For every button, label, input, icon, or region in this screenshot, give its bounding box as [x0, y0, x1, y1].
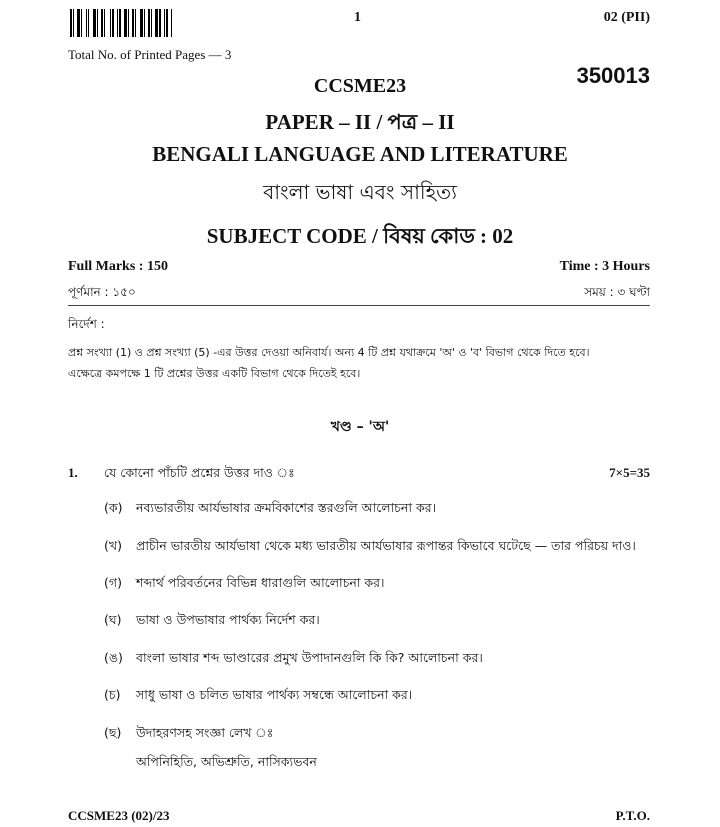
sub-question	[104, 687, 412, 707]
subject-code: SUBJECT CODE / বিষয় কোড : 02	[206, 224, 514, 248]
sub-question-label: (ক)	[104, 500, 123, 515]
subject-bengali: বাংলা ভাষা এবং সাহিত্য	[263, 180, 457, 204]
subject-english: BENGALI LANGUAGE AND LITERATURE	[152, 142, 568, 166]
question-marks: 7×5=35	[609, 465, 650, 480]
sub-question	[104, 538, 636, 558]
sub-question	[104, 500, 436, 520]
course-code: CCSME23	[313, 75, 407, 97]
sub-question-label: (খ)	[104, 538, 122, 553]
time: Time : 3 Hours	[559, 259, 650, 274]
sub-question-text: উদাহরণসহ সংজ্ঞা লেখ ঃ	[136, 725, 274, 740]
paper-title: PAPER – II / পত্র – II	[265, 110, 455, 134]
sub-question-text: সাধু ভাষা ও চলিত ভাষার পার্থক্য সম্বন্ধে আলোচনা কর।	[136, 687, 413, 702]
divider	[68, 305, 650, 306]
section-title: খণ্ড – 'অ'	[330, 419, 390, 435]
sub-question-text: ভাষা ও উপভাষার পার্থক্য নির্দেশ কর।	[136, 612, 320, 627]
sub-question-label: (ঙ)	[104, 650, 123, 665]
sub-question	[104, 575, 385, 595]
sub-question-text: নব্যভারতীয় আর্যভাষার ক্রমবিকাশের স্তরগুলি আলোচনা কর।	[136, 500, 437, 515]
footer-pto: P.T.O.	[615, 808, 650, 823]
footer-code: CCSME23 (02)/23	[68, 808, 170, 823]
barcode	[70, 9, 210, 37]
serial-number: 350013	[576, 63, 650, 88]
sub-question-text: শব্দার্থ পরিবর্তনের বিভিন্ন ধারাগুলি আলোচনা কর।	[136, 575, 385, 590]
sub-question-label: (চ)	[104, 687, 121, 702]
sub-question-text: প্রাচীন ভারতীয় আর্যভাষা থেকে মধ্য ভারতীয় আর্যভাষার রূপান্তর কিভাবে ঘটেছে — তার পরিচয় দাও।	[136, 538, 636, 553]
sub-question	[104, 650, 483, 670]
sub-question-label: (ছ)	[104, 725, 122, 740]
time-bengali: সময় : ৩ ঘণ্টা	[584, 285, 650, 299]
printed-pages: Total No. of Printed Pages — 3	[68, 47, 232, 62]
instructions-title: নির্দেশ :	[68, 317, 105, 331]
sub-question	[104, 612, 320, 632]
instructions-line-2: এক্ষেত্রে কমপক্ষে 1 টি প্রশ্নের উত্তর একটি বিভাগ থেকে দিতেই হবে।	[68, 367, 361, 380]
sub-question-text: বাংলা ভাষার শব্দ ভাণ্ডারের প্রমুখ উপাদানগুলি কি কি? আলোচনা কর।	[136, 650, 483, 665]
paper-code-right: 02 (PII)	[603, 10, 650, 25]
sub-question	[104, 725, 273, 745]
question-number: 1.	[68, 465, 78, 480]
sub-question-label: (গ)	[104, 575, 122, 590]
instructions-line-1: প্রশ্ন সংখ্যা (1) ও প্রশ্ন সংখ্যা (5) -এর উত্তর দেওয়া অনিবার্য। অন্য 4 টি প্রশ্ন যথাক্রমে 'অ' ও 'ব' বিভাগ থেকে দিতে হবে।	[68, 346, 590, 359]
full-marks: Full Marks : 150	[68, 259, 168, 274]
terms-list: অপিনিহিতি, অভিশ্রুতি, নাসিক্যভবন	[136, 754, 317, 769]
sub-question-label: (ঘ)	[104, 612, 122, 627]
page-number: 1	[354, 10, 361, 25]
question-text: যে কোনো পাঁচটি প্রশ্নের উত্তর দাও ঃ	[104, 465, 295, 480]
full-marks-bengali: পূর্ণমান : ১৫০	[68, 285, 136, 299]
